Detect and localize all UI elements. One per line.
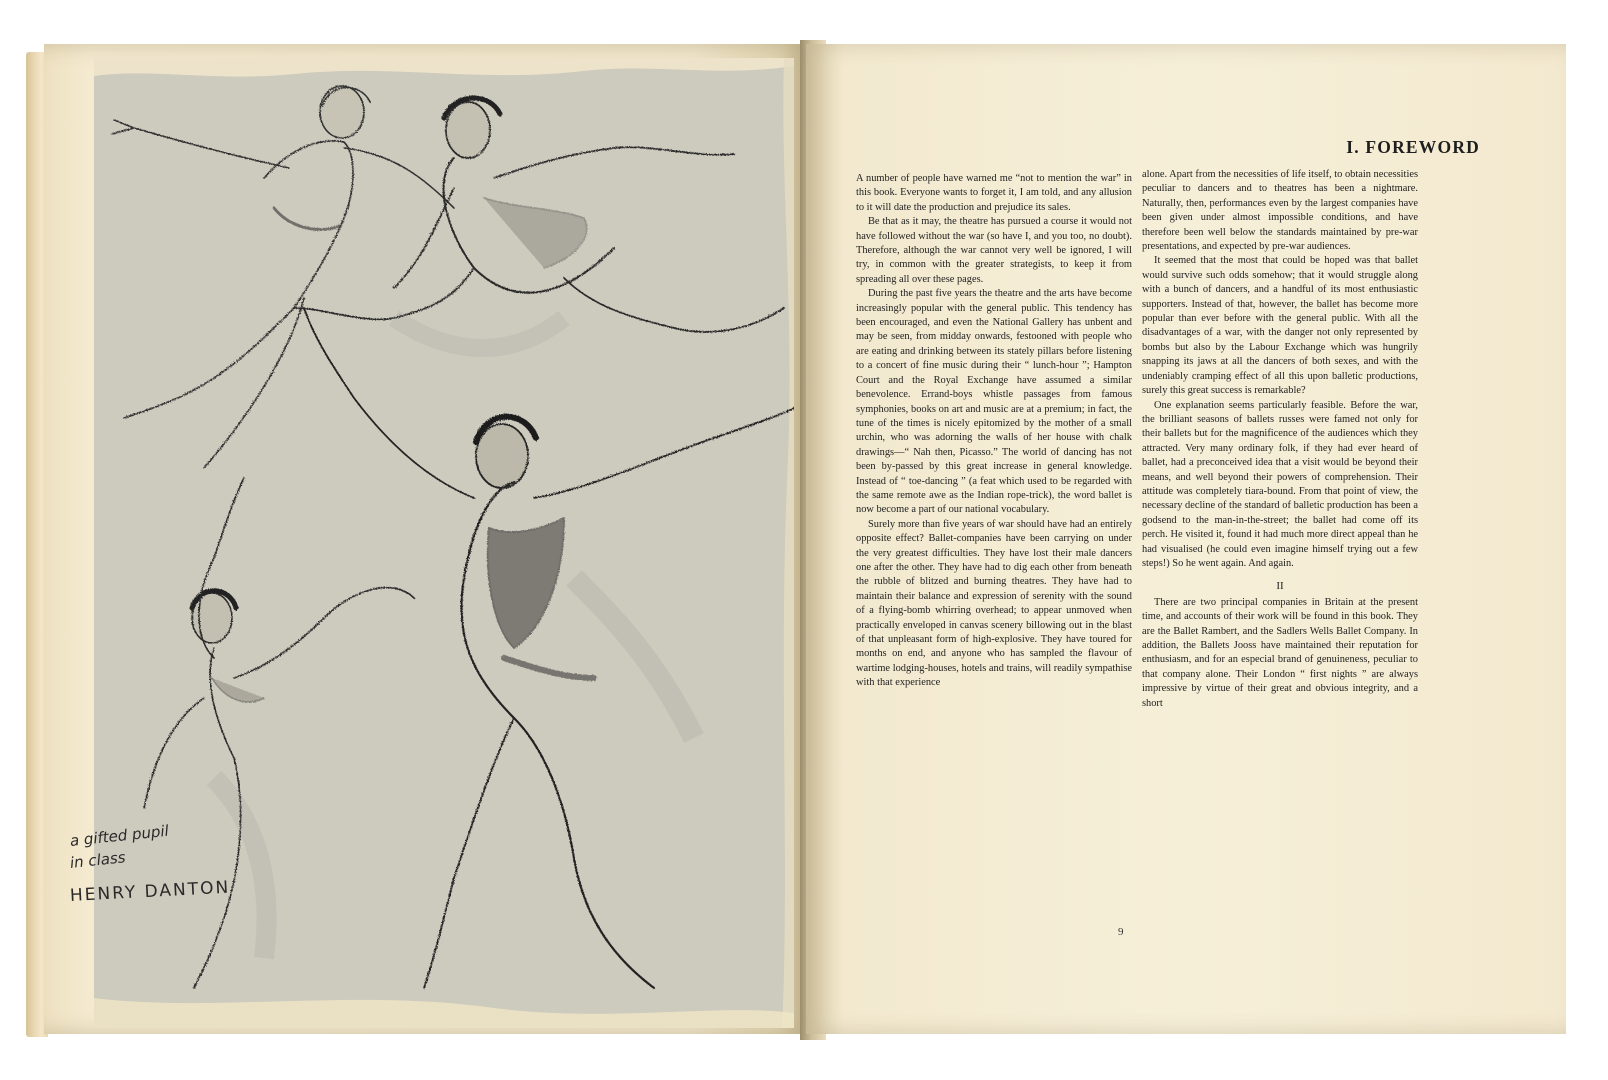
chapter-title: I. FOREWORD [1346, 137, 1480, 157]
text-column-1 [856, 172, 1132, 691]
paragraph: alone. Apart from the necessities of life itself, to obtain necessities peculiar to dancers and to theatres has been a nightmare. Naturally, then, performances even by the largest companies have been given under almost impossible conditions, and have therefore been well below the standards maintained by pre-war presentations, and expected by pre-war audiences. [1142, 169, 1418, 253]
paragraph: There are two principal companies in Britain at the present time, and accounts of their work will be found in this book. They are the Ballet Rambert, and the Sadlers Wells Ballet Company. In addition, the Ballets Jooss have maintained their reputation for enthusiasm, and for an especial brand of genuineness, peculiar to that company alone. Their London “ first nights ” are always impressive by virtue of their great and obvious integrity, and a short [1142, 596, 1418, 709]
caption-line-1: a gifted pupil [69, 821, 170, 850]
caption-line-2: in class [69, 848, 127, 872]
artist-signature: HENRY DANTON [69, 877, 231, 906]
page-number: 9 [1118, 926, 1124, 938]
section-heading: II [1276, 580, 1284, 593]
paragraph: One explanation seems particularly feasible. Before the war, the brilliant seasons of ballets russes were famed not only for their ballets but for the magnificence of the audiences which they attracted. Very many ordinary folk, if they had ever heard of ballet, had a preconceived idea that a visit would be beyond their means, and well beyond their powers of comprehension. Their attitude was completely tiara-bound. From that point of view, the necessary decline of the standard of balletic production has been a godsend to the man-in-the-street; the ballet had come off its perch. He visited it, found it had much more direct appeal than he had visualised (he could even imagine himself trying out a few steps!) So he went again. And again. [1142, 399, 1418, 569]
paragraph: During the past five years the theatre and the arts have become increasingly popular with the general public. This tendency has been encouraged, and even the National Gallery has unbent and may be seen, from midday onwards, festooned with people who are eating and drinking between its stately pillars before listening to a concert of fine music during their “ lunch-hour ”; Hampton Court and the Royal Exchange have assumed a similar benevolence. Errand-boys whistle passages from famous symphonies, books on art and music are at a premium; in fact, the tune of the times is nicely epitomized by the mother of a small urchin, who was adorning the walls of her house with chalk drawings—“ Nah then, Picasso.” The world of dancing has not been by-passed by this great increase in general knowledge. Instead of “ toe-dancing ” (a feat which used to be regarded with the same remote awe as the Indian rope-trick), the word ballet is now become a part of our national vocabulary. [856, 288, 1132, 516]
paragraph: A number of people have warned me “not to mention the war” in this book. Everyone wants to forget it, I am told, and any allusion to it will date the production and prejudice its sales. [856, 173, 1132, 213]
paragraph: Be that as it may, the theatre has pursued a course it would not have followed without the war (so have I, and you too, no doubt). Therefore, although the war cannot very well be ignored, I will try, in common with the greater strategists, to keep it from spreading all over these pages. [856, 216, 1132, 285]
paragraph: It seemed that the most that could be hoped was that ballet would survive such odds somehow; that it would struggle along with a bunch of dancers, and a handful of its most enthusiastic supporters. Instead of that, however, the ballet has become more popular than ever before with the general public. With all the disadvantages of a war, with the danger not only represented by bombs but also by the Labour Exchange which was hungrily snapping its jaws at all the dancers of both sexes, and with the undeniably cramping effect of all this upon balletic productions, surely this great success is remarkable? [1142, 255, 1418, 397]
text-column-2 [1142, 168, 1418, 711]
paragraph: Surely more than five years of war should have had an entirely opposite effect? Ballet-companies have been carrying on under the very greatest difficulties. They have lost their male dancers one after the other. They have had to dig each other from beneath the rubble of blitzed and burning theatres. They have had to maintain their balance and expression of serenity with the sound of a flying-bomb whirring overhead; to appear unmoved when practically enveloped in canvas scenery billowing out in the blast of that unpleasant form of high-explosive. They have toured for months on end, and anyone who has sampled the flavour of wartime lodging-houses, hotels and trains, will readily sympathise with that experience [856, 518, 1132, 689]
illustration-caption [69, 821, 231, 906]
